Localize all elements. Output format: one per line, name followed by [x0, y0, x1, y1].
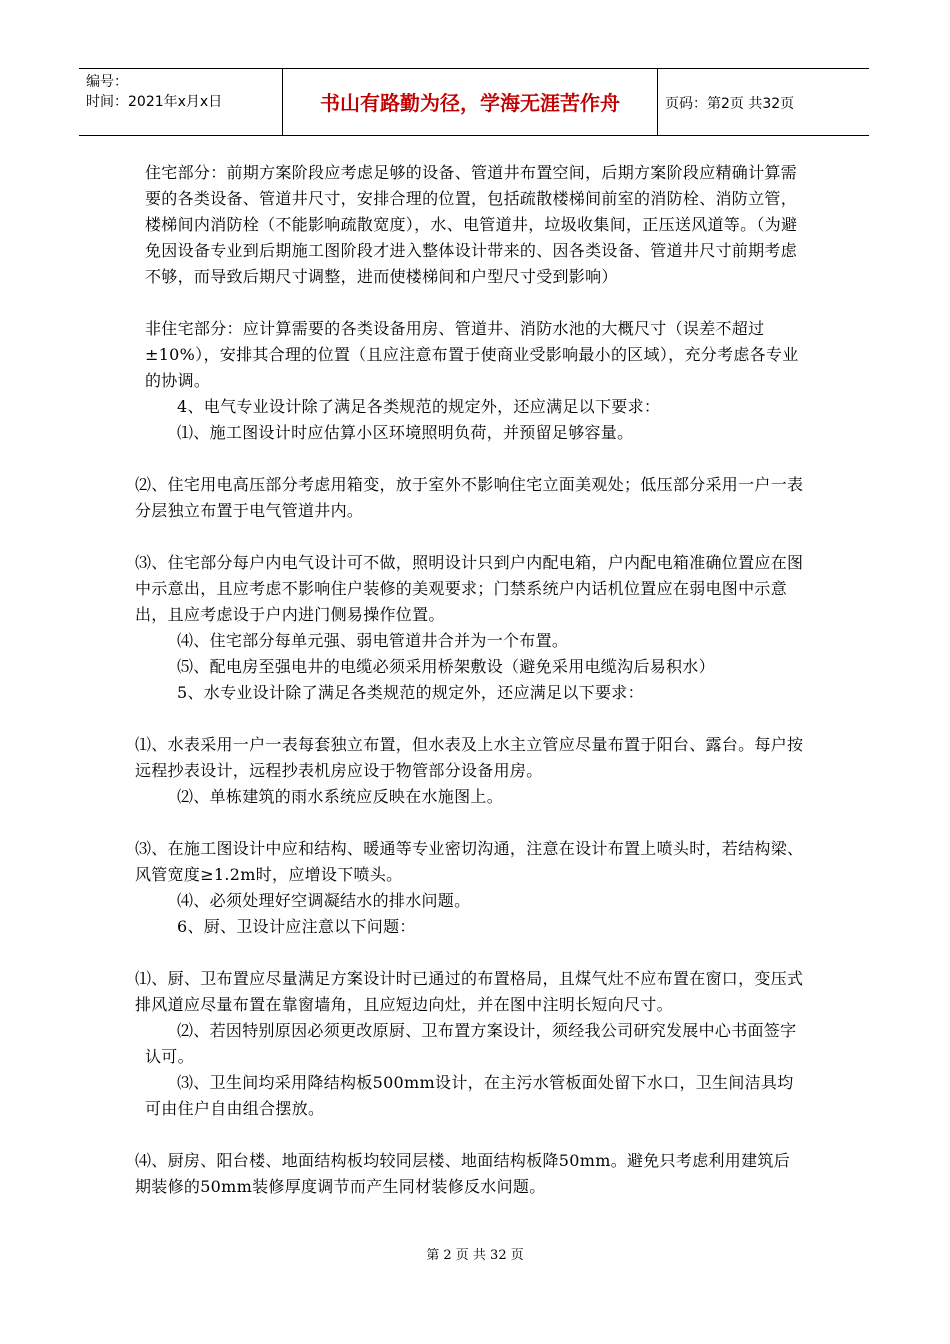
time-label: 时间：2021年x月x日 [86, 94, 223, 110]
list-item: ⑶、住宅部分每户内电气设计可不做，照明设计只到户内配电箱，户内配电箱准确位置应在图中示意出，且应考虑不影响住户装修的美观要求；门禁系统户内话机位置应在弱电图中示意出，且应考虑设于户内进门侧易操作位置。 [135, 553, 804, 624]
list-item: ⑵、单栋建筑的雨水系统应反映在水施图上。 [177, 787, 504, 806]
header-motto: 书山有路勤为径，学海无涯苦作舟 [320, 91, 620, 115]
section-heading-kitchen-bath: 6、厨、卫设计应注意以下问题： [177, 917, 416, 936]
list-item: ⑶、在施工图设计中应和结构、暖通等专业密切沟通，注意在设计布置上喷头时，若结构梁、风管宽度≥1.2m时，应增设下喷头。 [135, 839, 804, 884]
section-heading-electrical: 4、电气专业设计除了满足各类规范的规定外，还应满足以下要求： [177, 397, 661, 416]
document-body [135, 160, 805, 1200]
list-item: ⑸、配电房至强电井的电缆必须采用桥架敷设（避免采用电缆沟后易积水） [177, 657, 715, 676]
header-divider-right [657, 68, 658, 135]
list-item: ⑶、卫生间均采用降结构板500mm设计，在主污水管板面处留下水口，卫生间洁具均可由住户自由组合摆放。 [145, 1073, 794, 1118]
paragraph-residential: 住宅部分：前期方案阶段应考虑足够的设备、管道井布置空间，后期方案阶段应精确计算需要的各类设备、管道井尺寸，安排合理的位置，包括疏散楼梯间前室的消防栓、消防立管，楼梯间内消防栓（不能影响疏散宽度），水、电管道井，垃圾收集间，正压送风道等。（为避免因设备专业到后期施工图阶段才进入整体设计带来的、因各类设备、管道井尺寸前期考虑不够，而导致后期尺寸调整，进而使楼梯间和户型尺寸受到影响） [145, 163, 798, 286]
list-item: ⑴、施工图设计时应估算小区环境照明负荷，并预留足够容量。 [177, 423, 634, 442]
header-meta [86, 72, 222, 112]
list-item: ⑷、住宅部分每单元强、弱电管道井合并为一个布置。 [177, 631, 569, 650]
section-heading-water: 5、水专业设计除了满足各类规范的规定外，还应满足以下要求： [177, 683, 644, 702]
list-item: ⑴、水表采用一户一表每套独立布置，但水表及上水主立管应尽量布置于阳台、露台。每户按远程抄表设计，远程抄表机房应设于物管部分设备用房。 [135, 735, 804, 780]
header-bottom-rule [79, 135, 869, 136]
list-item: ⑴、厨、卫布置应尽量满足方案设计时已通过的布置格局，且煤气灶不应布置在窗口，变压式排风道应尽量布置在靠窗墙角，且应短边向灶，并在图中注明长短向尺寸。 [135, 969, 804, 1014]
list-item: ⑵、若因特别原因必须更改原厨、卫布置方案设计，须经我公司研究发展中心书面签字认可。 [145, 1021, 797, 1066]
list-item: ⑷、必须处理好空调凝结水的排水问题。 [177, 891, 471, 910]
paragraph-non-residential: 非住宅部分：应计算需要的各类设备用房、管道井、消防水池的大概尺寸（误差不超过±10%），安排其合理的位置（且应注意布置于使商业受影响最小的区域），充分考虑各专业的协调。 [145, 319, 799, 390]
number-label: 编号： [86, 74, 128, 90]
page-footer: 第 2 页 共 32 页 [426, 1248, 524, 1263]
header-page-info: 页码：第2页 共32页 [665, 96, 795, 112]
list-item: ⑵、住宅用电高压部分考虑用箱变，放于室外不影响住宅立面美观处；低压部分采用一户一表分层独立布置于电气管道井内。 [135, 475, 804, 520]
list-item: ⑷、厨房、阳台楼、地面结构板均较同层楼、地面结构板降50mm。避免只考虑利用建筑后期装修的50mm装修厚度调节而产生同材装修反水问题。 [135, 1151, 791, 1196]
